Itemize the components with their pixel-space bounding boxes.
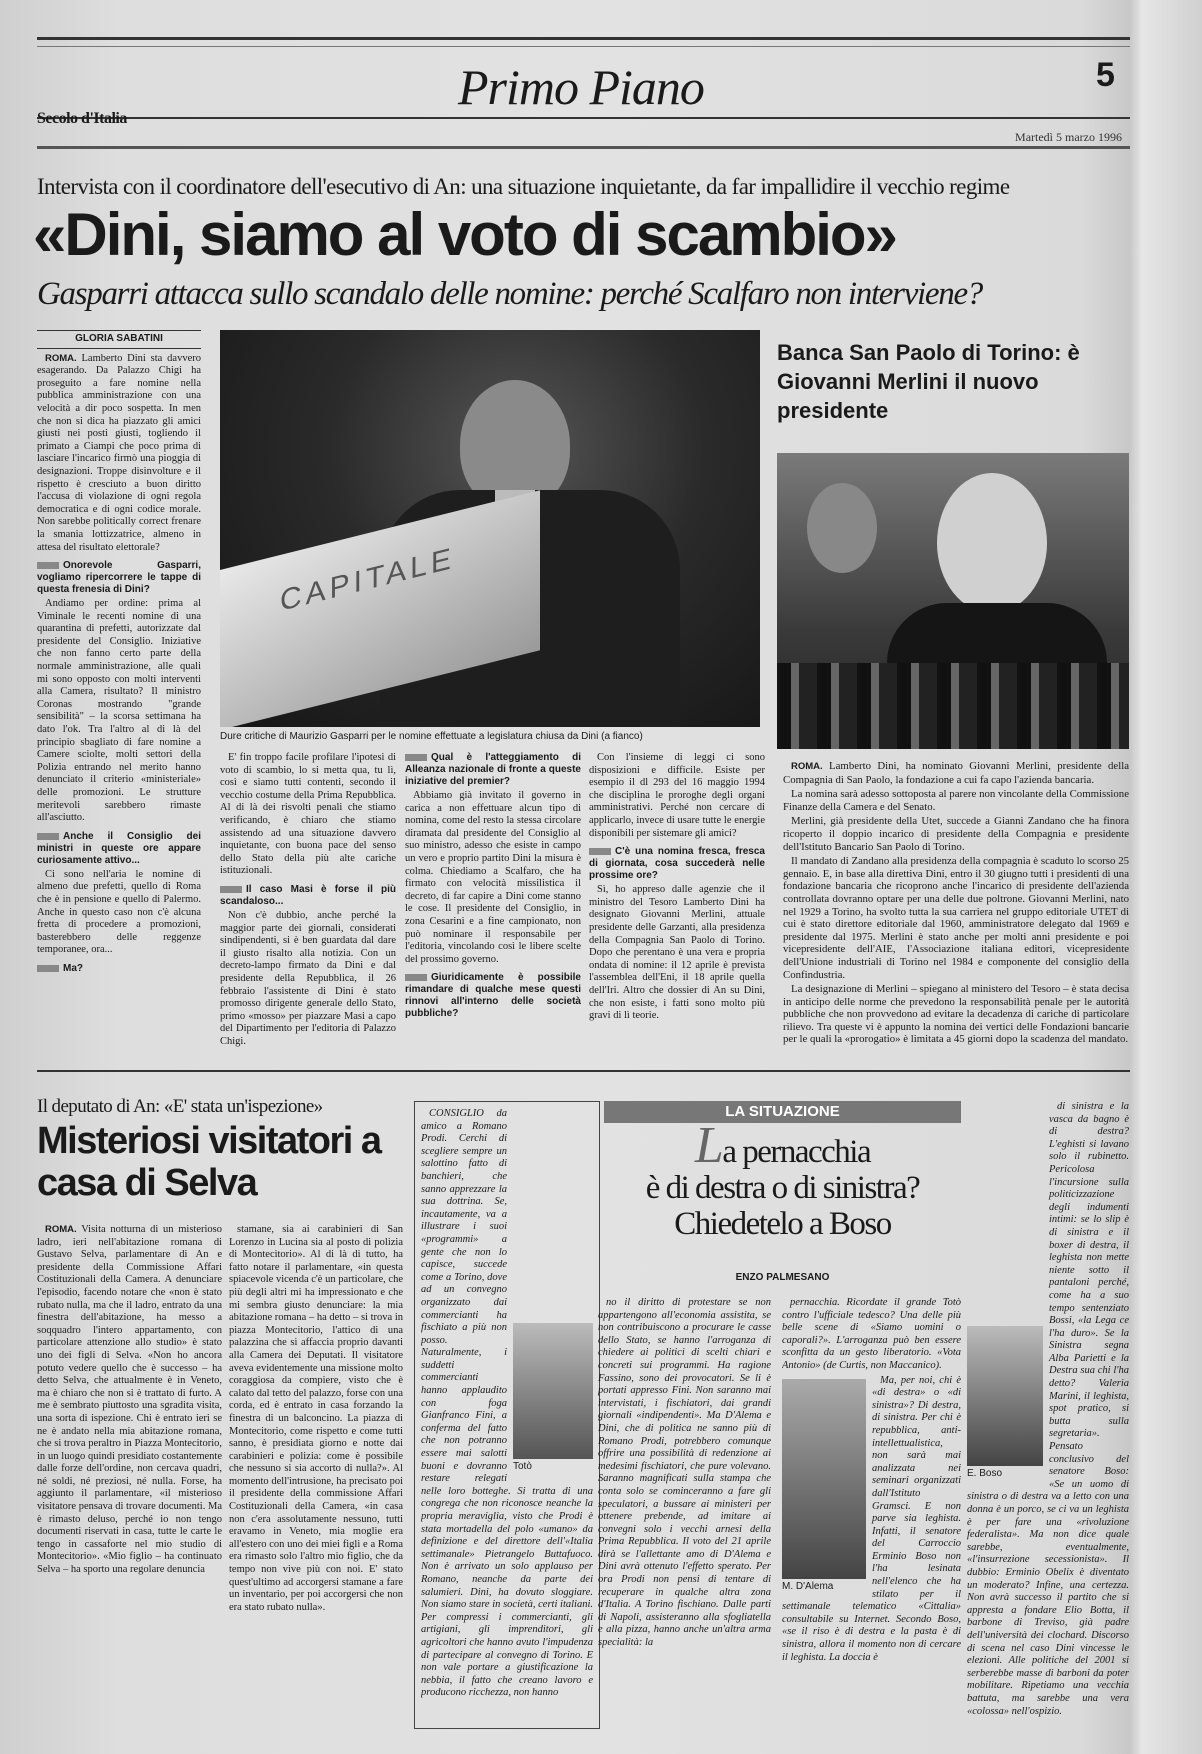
photo-caption: Dure critiche di Maurizio Gasparri per le nomine effettuate a legislatura chiusa da Dini (a fianco) — [220, 731, 643, 742]
answer: Ci sono nell'aria le nomine di almeno due prefetti, quello di Roma che è in pensione e quello di Palermo. Anche in questo caso non c'è alcuna fretta di procedere a promozioni, basterebbero delle reggenze temporanee, ora... — [37, 868, 201, 956]
top-rule — [37, 37, 1130, 40]
question: Onorevole Gasparri, vogliamo ripercorrere le tappe di questa frenesia di Dini? — [37, 560, 201, 596]
lead-kicker: Intervista con il coordinatore dell'esecutivo di An: una situazione inquietante, da far impallidire il vecchio regime — [37, 174, 1010, 199]
paragraph: CONSIGLIO da amico a Romano Prodi. Cerchi di scegliere sempre un salottino fatto di banchieri, che sanno apprezzare la sua dottrina. Se, incautamente, va a illustrare i suoi «programmi» a gente che non lo capisce, succede come a Torino, dove ad un convegno organizzato dai commercianti ha fischiato a più non posso. Naturalmente, i suddetti commercianti hanno applaudito con foga Gianfranco Fini, a conferma del fatto che non potranno essere mai salotti buoni e dovranno restare relegati nelle loro botteghe. Si tratta di una congrega che non riconosce neanche la propria meraviglia, visto che Prodi è stata mortadella del polo «umano» da definizione e del direttore dell'«Italia settimanale» Pietrangelo Buttafuoco. Non è arrivato un solo applauso per Romano, neanche da parte dei salumieri. Dini, ha dovuto sloggiare. Non siamo stare in società, certi italiani. Per compressi i commercianti, gli artigiani, gli imprenditori, gli agricoltori che hanno avuto l'impudenza di partecipare al convegno di Torino. E non vale portare a giustificazione la nebbia, il fatto che creano lavoro e producono ricchezza, non hanno — [421, 1108, 593, 1699]
question: Qual è l'atteggiamento di Alleanza nazionale di fronte a queste iniziative del premier? — [405, 752, 581, 787]
paragraph: La nomina sarà adesso sottoposta al parere non vincolante della Commissione Finanze della Camera e del Senato. — [783, 788, 1129, 813]
side-headline: Banca San Paolo di Torino: è Giovanni Merlini il nuovo presidente — [777, 340, 1080, 423]
toto-photo — [513, 1323, 593, 1459]
dateline: ROMA. — [791, 761, 823, 772]
toto-caption: Totò — [513, 1461, 532, 1472]
lead-column-3 — [405, 752, 581, 1057]
situation-column-1 — [598, 1297, 771, 1727]
question: Il caso Masi è forse il più scandaloso... — [220, 883, 396, 907]
author: ENZO PALMESANO — [735, 1272, 830, 1283]
lead-intro: Lamberto Dini sta davvero esagerando. Da Palazzo Chigi ha proseguito a fare nomine nella pubblica amministrazione con una velocità a dir poco sospetta. In men che non si dica ha piazzato gli amici giusti nei posti giusti, togliendo il primato a Ciampi che poco prima di lasciare l'incarico firmò una pioggia di designazioni. Troppe disinvolture e il rispetto è cresciuto a buon diritto l'accusa di violazione di ogni regola democratica e di ogni codice morale. Non sarebbe politically correct frenare la smania lottizzatrice, almeno in attesa del risultato elettorale? — [37, 352, 201, 553]
microphones — [777, 663, 1129, 749]
answer: E' fin troppo facile profilare l'ipotesi di voto di scambio, lo si metta qua, tu lì, così e siamo tutti contenti, secondo il vecchio costume della Prima Repubblica. Al di là dei risvolti penali che stiamo verificando, è chiaro che stiamo assistendo ad una situazione davvero inquietante, con buona pace del senso dello Stato della più alte cariche istituzionali. — [220, 752, 396, 877]
section-title — [458, 58, 704, 116]
paragraph: stamane, sia ai carabinieri di San Lorenzo in Lucina sia al posto di polizia di Montecitorio». Al di là di tutto, ha fatto notare il parlamentare, «in questa spiacevole vicenda c'è un particolare, che più degli altri mi ha impressionato e che mi sembra giusto denunciare: la mia abitazione romana – ha detto – si trova in piazza Montecitorio, l'attico di una palazzina che si affaccia proprio davanti alla Camera dei Deputati. Il visitatore aveva evidentemente una missione molto coraggiosa da compiere, visto che è calato dal tetto del palazzo, forse con una corda, ed è entrato in casa forzando la finestra di un balconcino. La piazza di Montecitorio, come rispetto e come tutti sanno, è presidiata giorno e notte dai carabinieri e polizia: come è possibile che nessuno si sia accorto di nulla?». Al momento dell'intrusione, ha precisato poi il presidente della commissione Affari Costituzionali della Camera, «in casa non c'era assolutamente nessuno, tutti eravamo in Veneto, mia moglie era all'estero con uno dei miei figli e a Roma era rimasto solo l'altro mio figlio, che da tempo non vive più con noi. E' stato quest'ultimo ad accorgersi stamane a fare un inventario, per poi accorgersi che non era stato rubato nulla». — [229, 1224, 403, 1613]
lead-headline: «Dini, siamo al voto di scambio» — [33, 201, 896, 268]
answer: Sì, ho appreso dalle agenzie che il ministro del Tesoro Lamberto Dini ha designato Giovanni Merlini, attuale presidente delle Garzanti, alla presidenza della Compagnia San Paolo di Torino. Dopo che perentano è una vera e propria ondata di nomine: il 12 aprile è prevista l'assemblea dell'Eni, il 18 aprile quella dell'Iri. Altro che dossier di An su Dini, che non esiste, i fatti sono molto più gravi di lì teorie. — [589, 884, 765, 1022]
headline-initial: L — [694, 1117, 723, 1174]
section-label: LA SITUAZIONE — [604, 1101, 961, 1123]
situation-headline — [604, 1117, 961, 1242]
answer: Con l'insieme di leggi ci sono disposizioni e difficile. Esiste per esempio il dl 293 del 16 maggio 1994 che disciplina le proroghe degli organi amministrativi. Perché non cercare di applicarlo, invece di usare tutte le energie disponibili per sistemare gli amici? — [589, 752, 765, 839]
selva-kicker: Il deputato di An: «E' stata un'ispezione» — [37, 1096, 323, 1117]
top-rule-thin — [37, 46, 1130, 47]
lead-subhead: Gasparri attacca sullo scandalo delle nomine: perché Scalfaro non interviene? — [37, 276, 983, 312]
paragraph: Merlini, già presidente della Utet, succede a Gianni Zandano che ha finora ricoperto il doppio incarico di presidente della Compagnia e presidente dell'Istituto Bancario San Paolo di Torino. — [783, 815, 1129, 853]
paragraph: Visita notturna di un misterioso ladro, ieri nell'abitazione romana di Gustavo Selva, parlamentare di An e presidente della Commissione Affari Costituzionali della Camera. A denunciare l'episodio, facendo notare che «non è stato rubato nulla, ma che il ladro, entrato da una finestra dell'abitazione, ha messo a soqquadro l'intero appartamento, con particolare attenzione allo studio» è stato uno dei figli di Selva. «Non ho ancora potuto vedere quello che è successo – ha detto Selva, che attualmente è in Veneto, ma è chiaro che non si è trattato di furto. A me è sembrato piuttosto una sgradita visita, una sorta di ispezione. Chi è entrato ieri se ne è andato nella mia abitazione romana, che si trova peraltro in Piazza Montecitorio, in un luogo quindi presidiato costantemente dalle forze dell'ordine, non cercava quadri, né soldi, né preziosi, né nulla. Forse, ha aggiunto il parlamentare, «il misterioso visitatore pensava di trovare documenti. Ma è rimasto deluso, perché io non tengo documenti riservati in casa, tutte le carte le tengo in cassaforte nel mio studio di Montecitorio». «Mio figlio – ha continuato Selva – ha sporto una regolare denuncia — [37, 1224, 222, 1576]
paragraph: no il diritto di protestare se non appartengono all'economia assistita, se non contribuiscono a procurare le casse dello Stato, se hanno l'arroganza di chiedere ai politici di scelti chiari e concreti sui programmi. Ha ragione Fassino, sono dei provocatori. Se li è portati appresso Fini. Non saranno mai intervistati, i fischiatori, dai grandi giornali «indipendenti». Ma D'Alema e Dini, che di politica ne sanno più di Romano Prodi, potrebbero comunque offrire una possibilità di redenzione ai medesimi fischiatori, che pure volevano. Saranno magnificati sulla stampa che conta solo se cominceranno a fare gli speculatori, a bussare ai ministeri per ottenere prebende, ad imitare ai convegni solo i vecchi arnesi della Prima Repubblica. Il voto del 21 aprile dirà se l'allettante amo di D'Alema e Dini avrà ottenuto l'effetto sperato. Per ora Prodi non pensi di tentare di recuperare in qualche altra zona d'Italia. A Torino fischiano. Dalle parti di Napoli, assisteranno alla sfogliatella e alla pizza, hanno anche un'altra arma specialità: la — [598, 1297, 771, 1649]
answer: Non c'è dubbio, anche perché la maggior parte dei giornali, considerati sindipendenti, si è ben guardata dal dare il giusto risalto alla notizia. Con un decreto-lampo firmato da Dini e dal presidente della Repubblica, il 26 febbraio l'assistente di Dini è stato promosso dirigente generale dello Stato, primo «mosso» per piazzare Masi a capo del Dipartimento per l'editoria di Palazzo Chigi. — [220, 909, 396, 1047]
man-head — [807, 483, 877, 573]
merlini-head — [937, 473, 1047, 613]
section-divider — [37, 1070, 1130, 1072]
answer: Abbiamo già invitato il governo in carica a non effettuare alcun tipo di nomina, come del resto la stessa circolare diramata dal presidente del Consiglio al suo ministro, adesso che esiste in campo un vero e proprio partito Dini la misura è colma. Chiediamo a Scalfaro, che ha firmato con velocità missilistica il decreto, di far capire a Dini come stanno le cose. Il presidente del Consiglio, in zona Cesarini e a fine campionato, non può nominare il responsabile per l'editoria, vincolando così le libere scelte del prossimo governo. — [405, 790, 581, 965]
paragraph: Ma, per noi, chi è «di destra» o «di sinistra»? Di destra, di sinistra. Per chi è repubblica, anti-intellettualistica, non sarà mai analizzata nei seminari organizzati dall'Istituto Gramsci. E non parve sia leghista. Infatti, il senatore del Carroccio Erminio Boso non l'ha lesinata nell'elenco che ha stilato per il settimanale telematico «Cittalia» consultabile su Internet. Secondo Boso, «se il riso è di destra e la pasta è di sinistra, allora il momento non di cercare il leghista. La doccia è — [782, 1374, 961, 1663]
situation-column-2 — [782, 1297, 961, 1727]
dalema-figure — [782, 1379, 866, 1593]
paragraph: pernacchia. Ricordate il grande Totò contro l'ufficiale tedesco? Una delle più belle scene di «Siamo uomini o caporali?». L'arroganza può ben essere sconfitta da un gesto liberatorio. «Vota Antonio» (de Curtis, non Maccanico). — [782, 1297, 961, 1371]
header-rule — [37, 117, 1130, 119]
lead-column-4 — [589, 752, 765, 1057]
selva-headline: Misteriosi visitatori a casa di Selva — [37, 1120, 381, 1204]
opinion-text — [421, 1108, 593, 1720]
merlini-photo — [777, 453, 1129, 749]
newspaper-name: Secolo d'Italia — [37, 110, 127, 127]
gasparri-photo — [220, 330, 760, 727]
podium-text: CAPITALE — [280, 541, 455, 619]
selva-column-2 — [229, 1224, 403, 1727]
lead-column-2 — [220, 752, 396, 1057]
headline-line: è di destra o di sinistra? — [645, 1170, 920, 1206]
dateline: ROMA. — [45, 352, 77, 364]
paragraph: Il mandato di Zandano alla presidenza della compagnia è scaduto lo scorso 25 gennaio. E, in base alla direttiva Dini, entro il 30 giugno tutti i presidenti di una fondazione bancaria che ricoprono anche l'incarico di presidente dell'azienda controllata dovranno optare per una delle due poltrone. Giovanni Merlini, nato nel 1929 a Torino, ha svolto tutta la sua carriera nel gruppo editoriale UTET di cui è stato direttore editoriale dal 1960, amministratore delegato dal 1969 e presidente dal 1975. Merlini è stato anche per molti anni presidente e poi vicepresidente dell'AIE, l'Associazione italiana editori, vicepresidente dell'Unione industriali di Torino nel 1984 e componente del consiglio della Confindustria. — [783, 855, 1129, 981]
boso-caption: E. Boso — [967, 1468, 1003, 1479]
dalema-caption: M. D'Alema — [782, 1580, 834, 1592]
dateline: ROMA. — [45, 1224, 77, 1235]
selva-column-1 — [37, 1224, 222, 1727]
side-story-body — [783, 760, 1129, 1057]
paragraph: Lamberto Dini, ha nominato Giovanni Merlini, presidente della Compagnia di San Paolo, la fondazione a cui fa capo l'azienda bancaria. — [783, 760, 1129, 786]
headline-line: a pernacchia — [722, 1134, 871, 1170]
situation-column-3 — [967, 1101, 1129, 1727]
headline-line: Chiedetelo a Boso — [674, 1206, 891, 1242]
answer: Andiamo per ordine: prima al Viminale le recenti nomine di una quarantina di prefetti, autorizzate dal presidente del Consiglio. Iniziative che non fanno certo parte della normale amministrazione, alle quali mi sono opposto con molti interventi alla Camera, risultato? Il ministro Coronas mostrando "grande sensibilità" – la scorsa settimana ha dato l'ok. Tra l'altro al di là del principio sbagliato di fare nomine a Camere sciolte, molti settori della Polizia entrando nel merito hanno denunciato il criterio «ministeriale» delle promozioni. Le strutture meritevoli sarebbero rimaste all'asciutto. — [37, 598, 201, 824]
issue-date: Martedì 5 marzo 1996 — [1015, 130, 1122, 144]
question: Anche il Consiglio dei ministri in queste ore appare curiosamente attivo... — [37, 830, 201, 866]
question: Ma? — [37, 963, 201, 975]
dalema-photo — [782, 1379, 866, 1579]
paragraph: di sinistra e la vasca da bagno è di destra? L'eghisti si lavano solo il rubinetto. Pericolosa l'incursione sulla politicizzazione degli indumenti intimi: se lo slip è di sinistra e il boxer di destra, il leghista non mette niente sotto il pantaloni perché, come ha a suo tempo sentenziato Bossi, «la Lega ce l'ha duro». Se la Sinistra segna Alba Parietti e la Destra sua chi l'ha detto? Valeria Marini, il leghista, spot pratico, si butta sulla segretaria». Pensato conclusivo del senatore Boso: «Se un uomo di sinistra o di destra va a letto con una donna è un porco, se ci va un leghista è per fare una «rivoluzione federalista». Ma non dice quale sarebbe, eventualmente, «l'insurrezione secessionista». Il dubbio: Erminio Obelix è diventato un moderato? Infine, una certezza. Non avrà successo il partito che si appresta a fondare Elio Botta, il barbone di Treviso, già padre dell'università dei clochard. Discorso di scena nel caso Dini vincesse le elezioni. Alle politiche del 2001 si serberebbe masse di barboni da poter mobilitare. Ripetiamo una vecchia battuta, ma sarebbe una vera «colossa» nell'ospizio. — [967, 1101, 1129, 1717]
header-rule-bottom — [37, 146, 1130, 149]
question: C'è una nomina fresca, fresca di giornata, cosa succederà nelle prossime ore? — [589, 846, 765, 882]
section-title-text: Primo Piano — [458, 59, 704, 115]
toto-figure — [513, 1323, 593, 1473]
boso-figure — [967, 1326, 1043, 1480]
boso-photo — [967, 1326, 1043, 1466]
paragraph: La designazione di Merlini – spiegano al ministero del Tesoro – è stata decisa in anticipo delle norme che prevedono la responsabilità penale per le autorità pubbliche che non provvedono ad evitare la decadenza di cariche di particolare rilievo. Tra queste vi è appunto la nomina dei vertici delle Fondazioni bancarie per le quali la «prorogatio» è limitata a 45 giorni dopo la scadenza del mandato. — [783, 983, 1129, 1046]
lead-column-1 — [37, 330, 201, 985]
page-number: 5 — [1096, 56, 1115, 94]
question: Giuridicamente è possibile rimandare di qualche mese questi rinnovi all'interno delle società pubbliche? — [405, 972, 581, 1020]
opinion-box — [414, 1101, 600, 1729]
byline: GLORIA SABATINI — [37, 330, 201, 349]
